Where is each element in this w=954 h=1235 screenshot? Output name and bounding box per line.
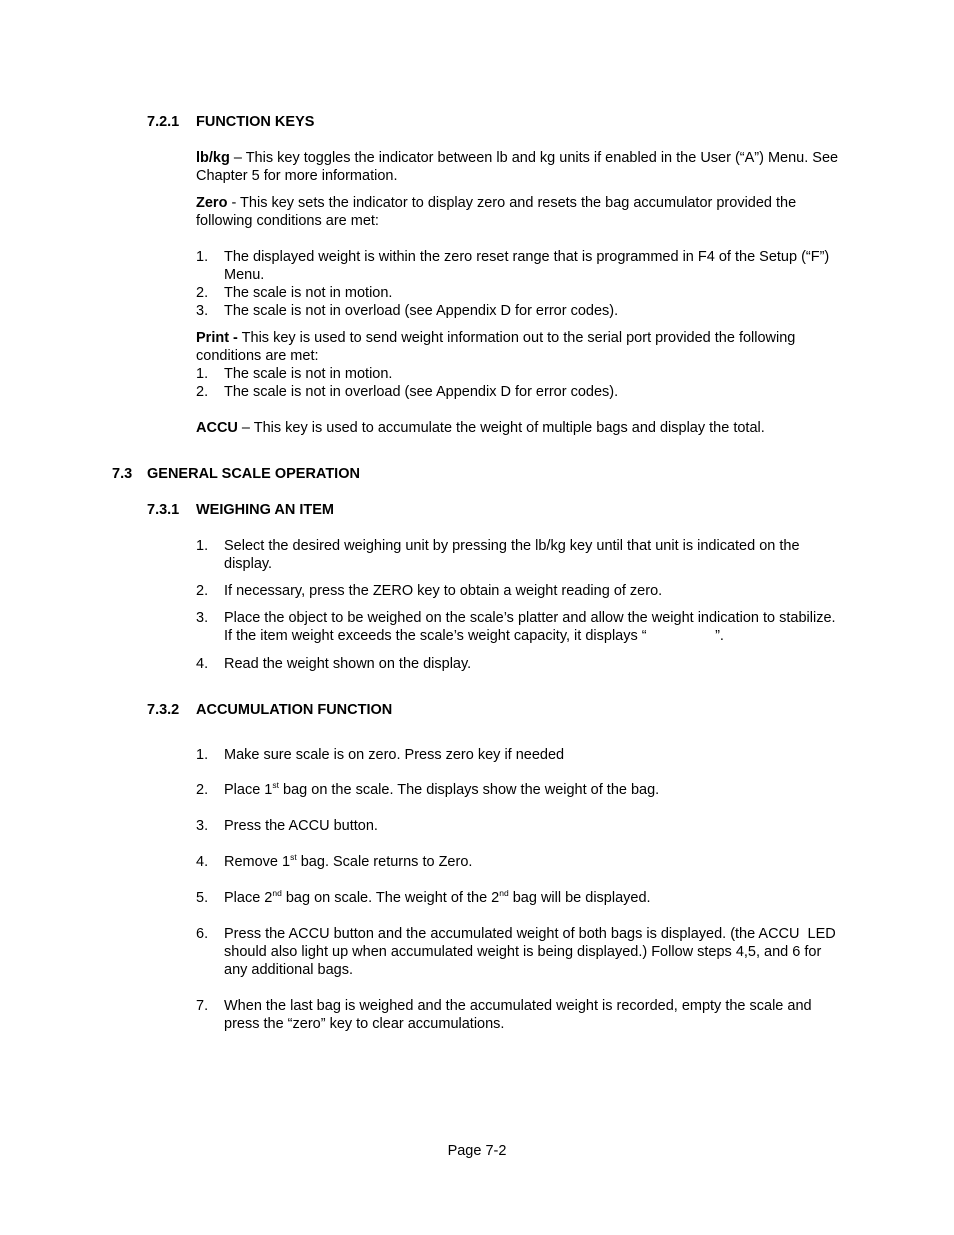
print-paragraph: [196, 329, 846, 365]
list-number: 1.: [196, 747, 209, 763]
list-number: 2.: [196, 583, 209, 599]
section-title-general-scale-operation: GENERAL SCALE OPERATION: [147, 466, 360, 482]
section-number-7-3: 7.3: [112, 466, 133, 482]
accu-description: – This key is used to accumulate the weight of multiple bags and display the total.: [237, 420, 765, 436]
zero-description: - This key sets the indicator to display zero and resets the bag accumulator provided the following conditions are met:: [196, 195, 797, 229]
list-number: 1.: [196, 538, 209, 554]
list-text: Make sure scale is on zero. Press zero key if needed: [224, 747, 565, 763]
list-number: 6.: [196, 926, 209, 942]
zero-paragraph: [196, 194, 846, 230]
lbkg-key-label: lb/kg: [196, 150, 230, 166]
lbkg-description: – This key toggles the indicator between lb and kg units if enabled in the User (“A”) Menu. See Chapter 5 for more information.: [196, 150, 839, 184]
list-number: 3.: [196, 303, 209, 319]
list-number: 5.: [196, 890, 209, 906]
section-title-accumulation-function: ACCUMULATION FUNCTION: [196, 702, 393, 718]
list-text: Select the desired weighing unit by pressing the lb/kg key until that unit is indicated on the display.: [224, 538, 800, 572]
ordinal-superscript: st: [272, 780, 279, 790]
ordinal-superscript: nd: [272, 888, 282, 898]
list-number: 2.: [196, 285, 209, 301]
list-number: 1.: [196, 366, 209, 382]
list-text: Place 1st bag on the scale. The displays show the weight of the bag.: [224, 780, 660, 798]
print-key-label: Print -: [196, 330, 238, 346]
section-number-7-3-1: 7.3.1: [147, 502, 180, 518]
list-number: 7.: [196, 998, 209, 1014]
lbkg-paragraph: [196, 149, 846, 185]
list-text: Press the ACCU button and the accumulated weight of both bags is displayed. (the ACCU LED should also light up when accumulated weight is being displayed.) Follow steps 4,5, and 6 for any additional bags.: [224, 926, 840, 978]
list-text: The scale is not in motion.: [224, 285, 393, 301]
list-text: The scale is not in overload (see Appendix D for error codes).: [224, 303, 619, 319]
ordinal-superscript: st: [290, 852, 297, 862]
list-text: Place the object to be weighed on the scale’s platter and allow the weight indication to stabilize. If the item weight exceeds the scale’s weight capacity, it displays “ ”.: [224, 610, 840, 644]
list-text: The scale is not in overload (see Appendix D for error codes).: [224, 384, 619, 400]
page-number: Page 7-2: [447, 1143, 507, 1159]
list-text: Place 2nd bag on scale. The weight of the 2nd bag will be displayed.: [224, 888, 651, 906]
list-number: 4.: [196, 656, 209, 672]
list-number: 3.: [196, 818, 209, 834]
list-number: 4.: [196, 854, 209, 870]
list-number: 2.: [196, 384, 209, 400]
section-title-weighing-an-item: WEIGHING AN ITEM: [196, 502, 335, 518]
list-text: The displayed weight is within the zero reset range that is programmed in F4 of the Setup (“F”) Menu.: [224, 249, 830, 283]
zero-key-label: Zero: [196, 195, 228, 211]
section-title-function-keys: FUNCTION KEYS: [196, 114, 315, 130]
list-text: When the last bag is weighed and the accumulated weight is recorded, empty the scale and press the “zero” key to clear accumulations.: [224, 998, 812, 1032]
list-text: If necessary, press the ZERO key to obtain a weight reading of zero.: [224, 583, 663, 599]
list-number: 2.: [196, 782, 209, 798]
list-text: Read the weight shown on the display.: [224, 656, 472, 672]
accu-key-label: ACCU: [196, 420, 238, 436]
section-number-7-3-2: 7.3.2: [147, 702, 180, 718]
accu-paragraph: [196, 419, 846, 437]
list-number: 3.: [196, 610, 209, 626]
list-number: 1.: [196, 249, 209, 265]
list-text: Remove 1st bag. Scale returns to Zero.: [224, 852, 473, 870]
list-text: Press the ACCU button.: [224, 818, 378, 834]
print-description: This key is used to send weight information out to the serial port provided the following conditions are met:: [196, 330, 796, 364]
section-number-7-2-1: 7.2.1: [147, 114, 180, 130]
list-text: The scale is not in motion.: [224, 366, 393, 382]
ordinal-superscript: nd: [499, 888, 509, 898]
